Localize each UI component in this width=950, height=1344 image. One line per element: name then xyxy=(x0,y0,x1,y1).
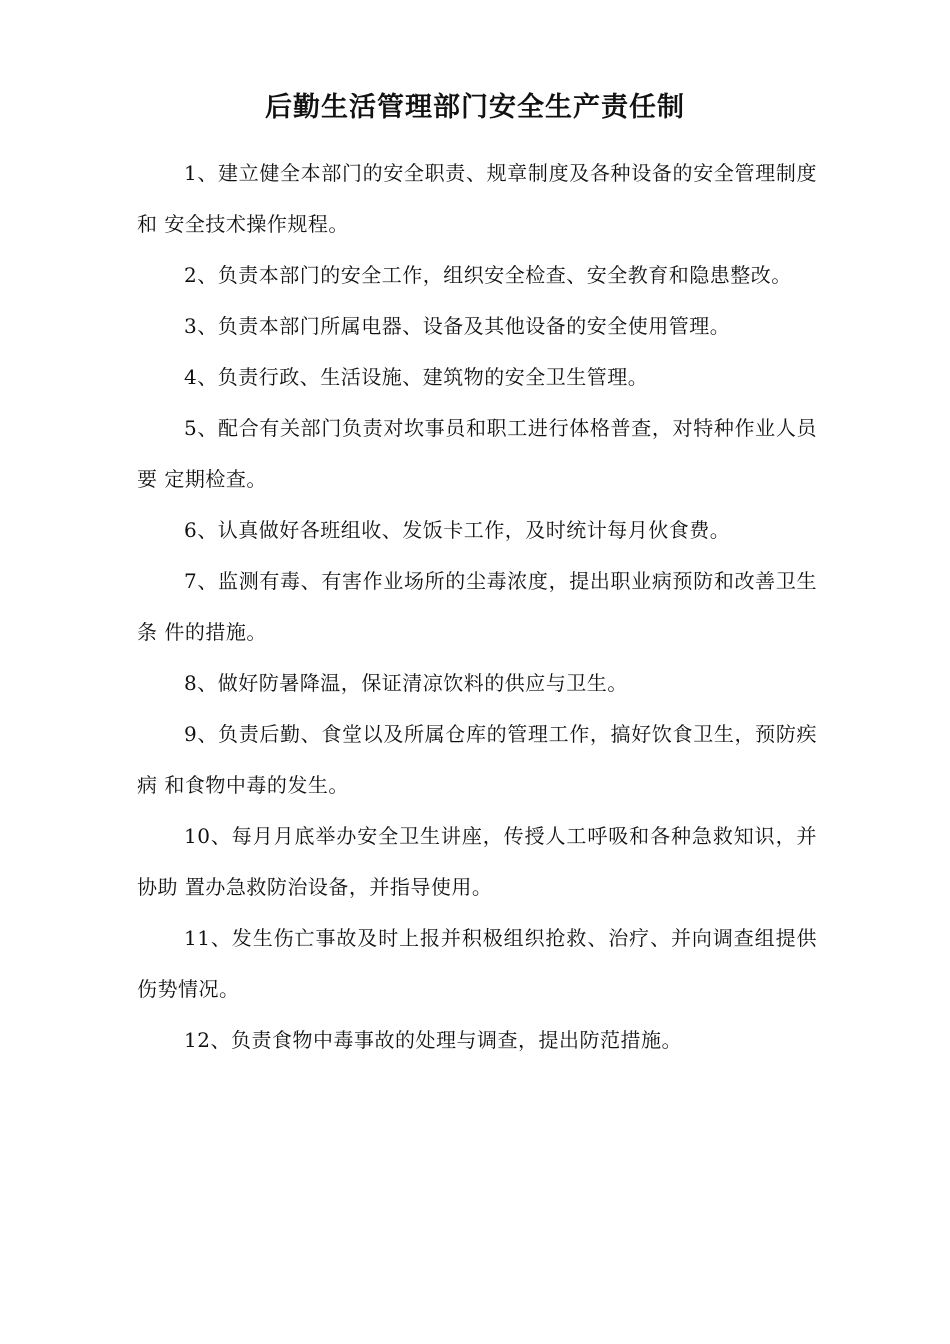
list-item: 5、配合有关部门负责对坎事员和职工进行体格普查，对特种作业人员要 定期检查。 xyxy=(137,416,817,491)
list-item: 2、负责本部门的安全工作，组织安全检查、安全教育和隐患整改。 xyxy=(184,263,792,287)
list-item: 4、负责行政、生活设施、建筑物的安全卫生管理。 xyxy=(184,365,649,389)
list-item: 10、每月月底举办安全卫生讲座，传授人工呼吸和各种急救知识，并协助 置办急救防治设备，并指导使用。 xyxy=(137,824,817,899)
list-item: 11、发生伤亡事故及时上报并积极组织抢救、治疗、并向调查组提供伤势情况。 xyxy=(137,926,817,1001)
list-item: 6、认真做好各班组收、发饭卡工作，及时统计每月伙食费。 xyxy=(184,518,731,542)
page-title: 后勤生活管理部门安全生产责任制 xyxy=(265,92,685,123)
list-item: 3、负责本部门所属电器、设备及其他设备的安全使用管理。 xyxy=(184,314,731,338)
list-item: 9、负责后勤、食堂以及所属仓库的管理工作，搞好饮食卫生，预防疾病 和食物中毒的发生。 xyxy=(137,722,817,797)
list-item: 12、负责食物中毒事故的处理与调查，提出防范措施。 xyxy=(184,1028,682,1052)
list-item: 7、监测有毒、有害作业场所的尘毒浓度，提出职业病预防和改善卫生条 件的措施。 xyxy=(137,569,817,644)
list-item: 8、做好防暑降温，保证清凉饮料的供应与卫生。 xyxy=(184,671,628,695)
responsibility-list xyxy=(137,148,817,1066)
list-item: 1、建立健全本部门的安全职责、规章制度及各种设备的安全管理制度和 安全技术操作规程。 xyxy=(137,161,817,236)
